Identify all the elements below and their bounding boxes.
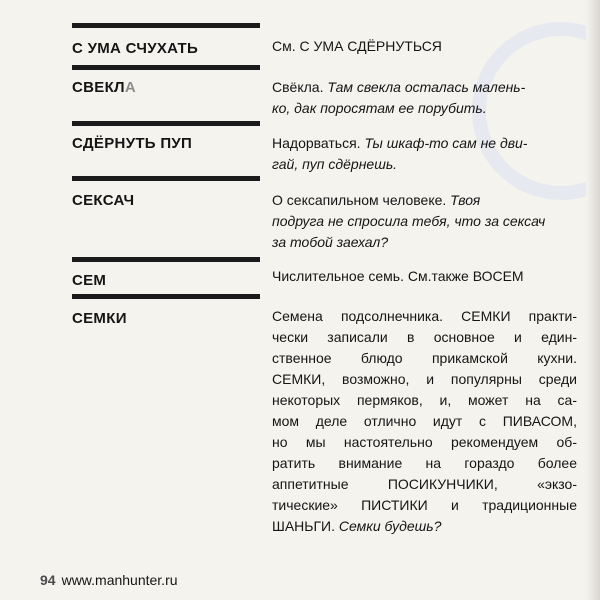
definition-line	[272, 432, 577, 453]
definition-text: Числительное семь. См.также ВОСЕМ	[272, 268, 524, 284]
definition-line	[272, 306, 577, 327]
term-text: СДЁРНУТЬ ПУП	[72, 135, 193, 152]
entry-definition	[272, 306, 577, 537]
definition-text: аппетитные ПОСИКУНЧИКИ, «экзо-	[272, 476, 577, 492]
entry-definition	[272, 77, 577, 119]
entry-rule	[72, 65, 260, 70]
term-text: СЕКСАЧ	[72, 192, 135, 209]
example-text: подруга не спросила тебя, что за сексач	[272, 213, 546, 229]
entry-rule	[72, 176, 260, 181]
page-binding-shadow	[586, 0, 600, 600]
bleed-through-mark	[464, 178, 474, 188]
definition-text: Надорваться.	[272, 135, 365, 151]
definition-line	[272, 98, 577, 119]
definition-line	[272, 495, 577, 516]
example-text: Там свекла осталась малень-	[327, 79, 526, 95]
entry-term	[72, 192, 134, 209]
example-text: Твоя	[450, 192, 481, 208]
definition-line	[272, 36, 577, 57]
definition-line	[272, 77, 577, 98]
definition-text: Семена подсолнечника. СЕМКИ практи-	[272, 308, 577, 324]
example-text: Семки будешь?	[338, 518, 442, 534]
term-text: СЕМКИ	[72, 310, 127, 327]
definition-line	[272, 348, 577, 369]
definition-line	[272, 190, 577, 211]
entry-term	[72, 40, 198, 57]
definition-line	[272, 516, 577, 537]
term-text: СЕМ	[72, 272, 107, 289]
definition-line	[272, 327, 577, 348]
definition-text: чески записали в основное и един-	[272, 329, 577, 345]
definition-line	[272, 211, 577, 232]
entry-rule	[72, 294, 260, 299]
example-text: Ты шкаф-то сам не дви-	[364, 135, 528, 151]
definition-text: СЕМКИ, возможно, и популярны среди	[272, 371, 577, 387]
definition-line	[272, 453, 577, 474]
definition-text: ШАНЬГИ.	[272, 518, 339, 534]
entry-term	[72, 135, 192, 152]
term-text: С УМА СЧУХАТЬ	[72, 40, 199, 57]
definition-text: некоторых пермяков, и, может на са-	[272, 392, 577, 408]
definition-line	[272, 411, 577, 432]
entry-term	[72, 79, 136, 96]
term-faded-letter: А	[124, 79, 136, 96]
example-text: за тобой заехал?	[272, 234, 389, 250]
entry-definition	[272, 133, 577, 175]
entry-rule	[72, 121, 260, 126]
page-footer	[40, 572, 178, 588]
definition-text: ственное блюдо прикамской кухни.	[272, 350, 577, 366]
entry-definition	[272, 266, 577, 287]
definition-text: Свёкла.	[272, 79, 328, 95]
definition-text: тические» ПИСТИКИ и традиционные	[272, 497, 577, 513]
definition-text: ратить внимание на гораздо более	[272, 455, 577, 471]
definition-line	[272, 133, 577, 154]
definition-line	[272, 390, 577, 411]
entry-term	[72, 310, 127, 327]
definition-line	[272, 369, 577, 390]
entry-rule	[72, 257, 260, 262]
definition-text: но мы настоятельно рекомендуем об-	[272, 434, 577, 450]
definition-text: мом деле отлично идут с ПИВАСОМ,	[272, 413, 577, 429]
entry-definition	[272, 36, 577, 57]
entry-rule	[72, 23, 260, 28]
definition-text: См. С УМА СДЁРНУТЬСЯ	[272, 38, 442, 54]
entry-definition	[272, 190, 577, 253]
definition-line	[272, 232, 577, 253]
website-link[interactable]: www.manhunter.ru	[61, 572, 178, 588]
definition-line	[272, 266, 577, 287]
example-text: гай, пуп сдёрнешь.	[272, 156, 398, 172]
definition-line	[272, 474, 577, 495]
term-text: СВЕКЛ	[72, 79, 125, 96]
page-number: 94	[40, 572, 56, 588]
definition-line	[272, 154, 577, 175]
definition-text: О сексапильном человеке.	[272, 192, 451, 208]
entry-term	[72, 272, 106, 289]
example-text: ко, дак поросятам ее порубить.	[272, 100, 487, 116]
